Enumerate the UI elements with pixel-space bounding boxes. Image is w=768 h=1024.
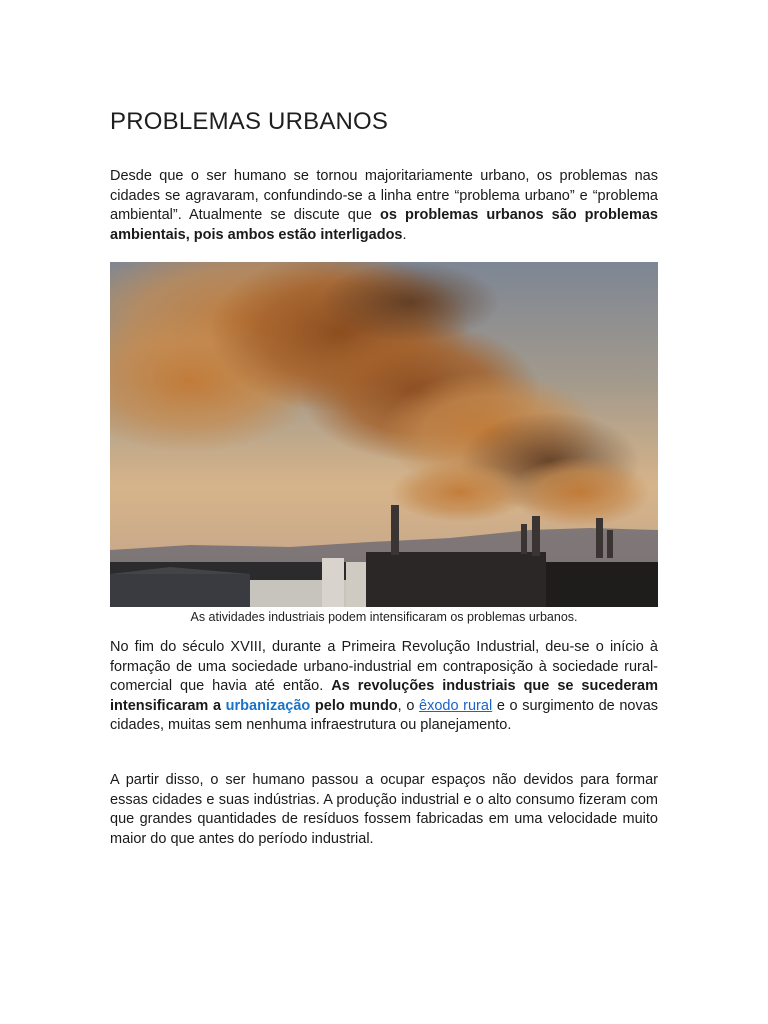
history-text-2: , o [397, 697, 420, 714]
history-paragraph [110, 638, 658, 736]
figure-caption: As atividades industriais podem intensificaram os problemas urbanos. [190, 610, 578, 624]
consequences-paragraph: A partir disso, o ser humano passou a ocupar espaços não devidos para formar essas cidades e suas indústrias. A produção industrial e o alto consumo fizeram com que grandes quantidades de resíduos fossem fabricadas em uma velocidade muito maior do que antes do período industrial. [110, 772, 658, 847]
intro-period: . [402, 226, 407, 243]
history-bold-text: As revoluções industriais que se sucederam intensificaram a [110, 678, 658, 714]
history-text: No fim do século XVIII, durante a Primeira Revolução Industrial, deu-se o início à formação de uma sociedade urbano-industrial em contraposição à sociedade rural-comercial que havia até então. [110, 639, 658, 695]
history-text-3: e o surgimento de novas cidades, muitas sem nenhuma infraestrutura ou planejamento. [110, 697, 659, 734]
intro-text: Desde que o ser humano se tornou majoritariamente urbano, os problemas nas cidades se agravaram, confundindo-se a linha entre “problema urbano” e “problema ambiental”. Atualmente se discute que [110, 168, 658, 224]
factory-smoke-photo [110, 262, 658, 607]
page-title: PROBLEMAS URBANOS [110, 108, 389, 135]
history-bold-text-2: pelo mundo [310, 697, 398, 714]
exodo-rural-link[interactable]: êxodo rural [419, 697, 493, 714]
intro-bold-text: os problemas urbanos são problemas ambientais, pois ambos estão interligados [110, 207, 658, 243]
intro-paragraph [110, 167, 658, 245]
urbanizacao-highlight: urbanização [225, 697, 311, 714]
